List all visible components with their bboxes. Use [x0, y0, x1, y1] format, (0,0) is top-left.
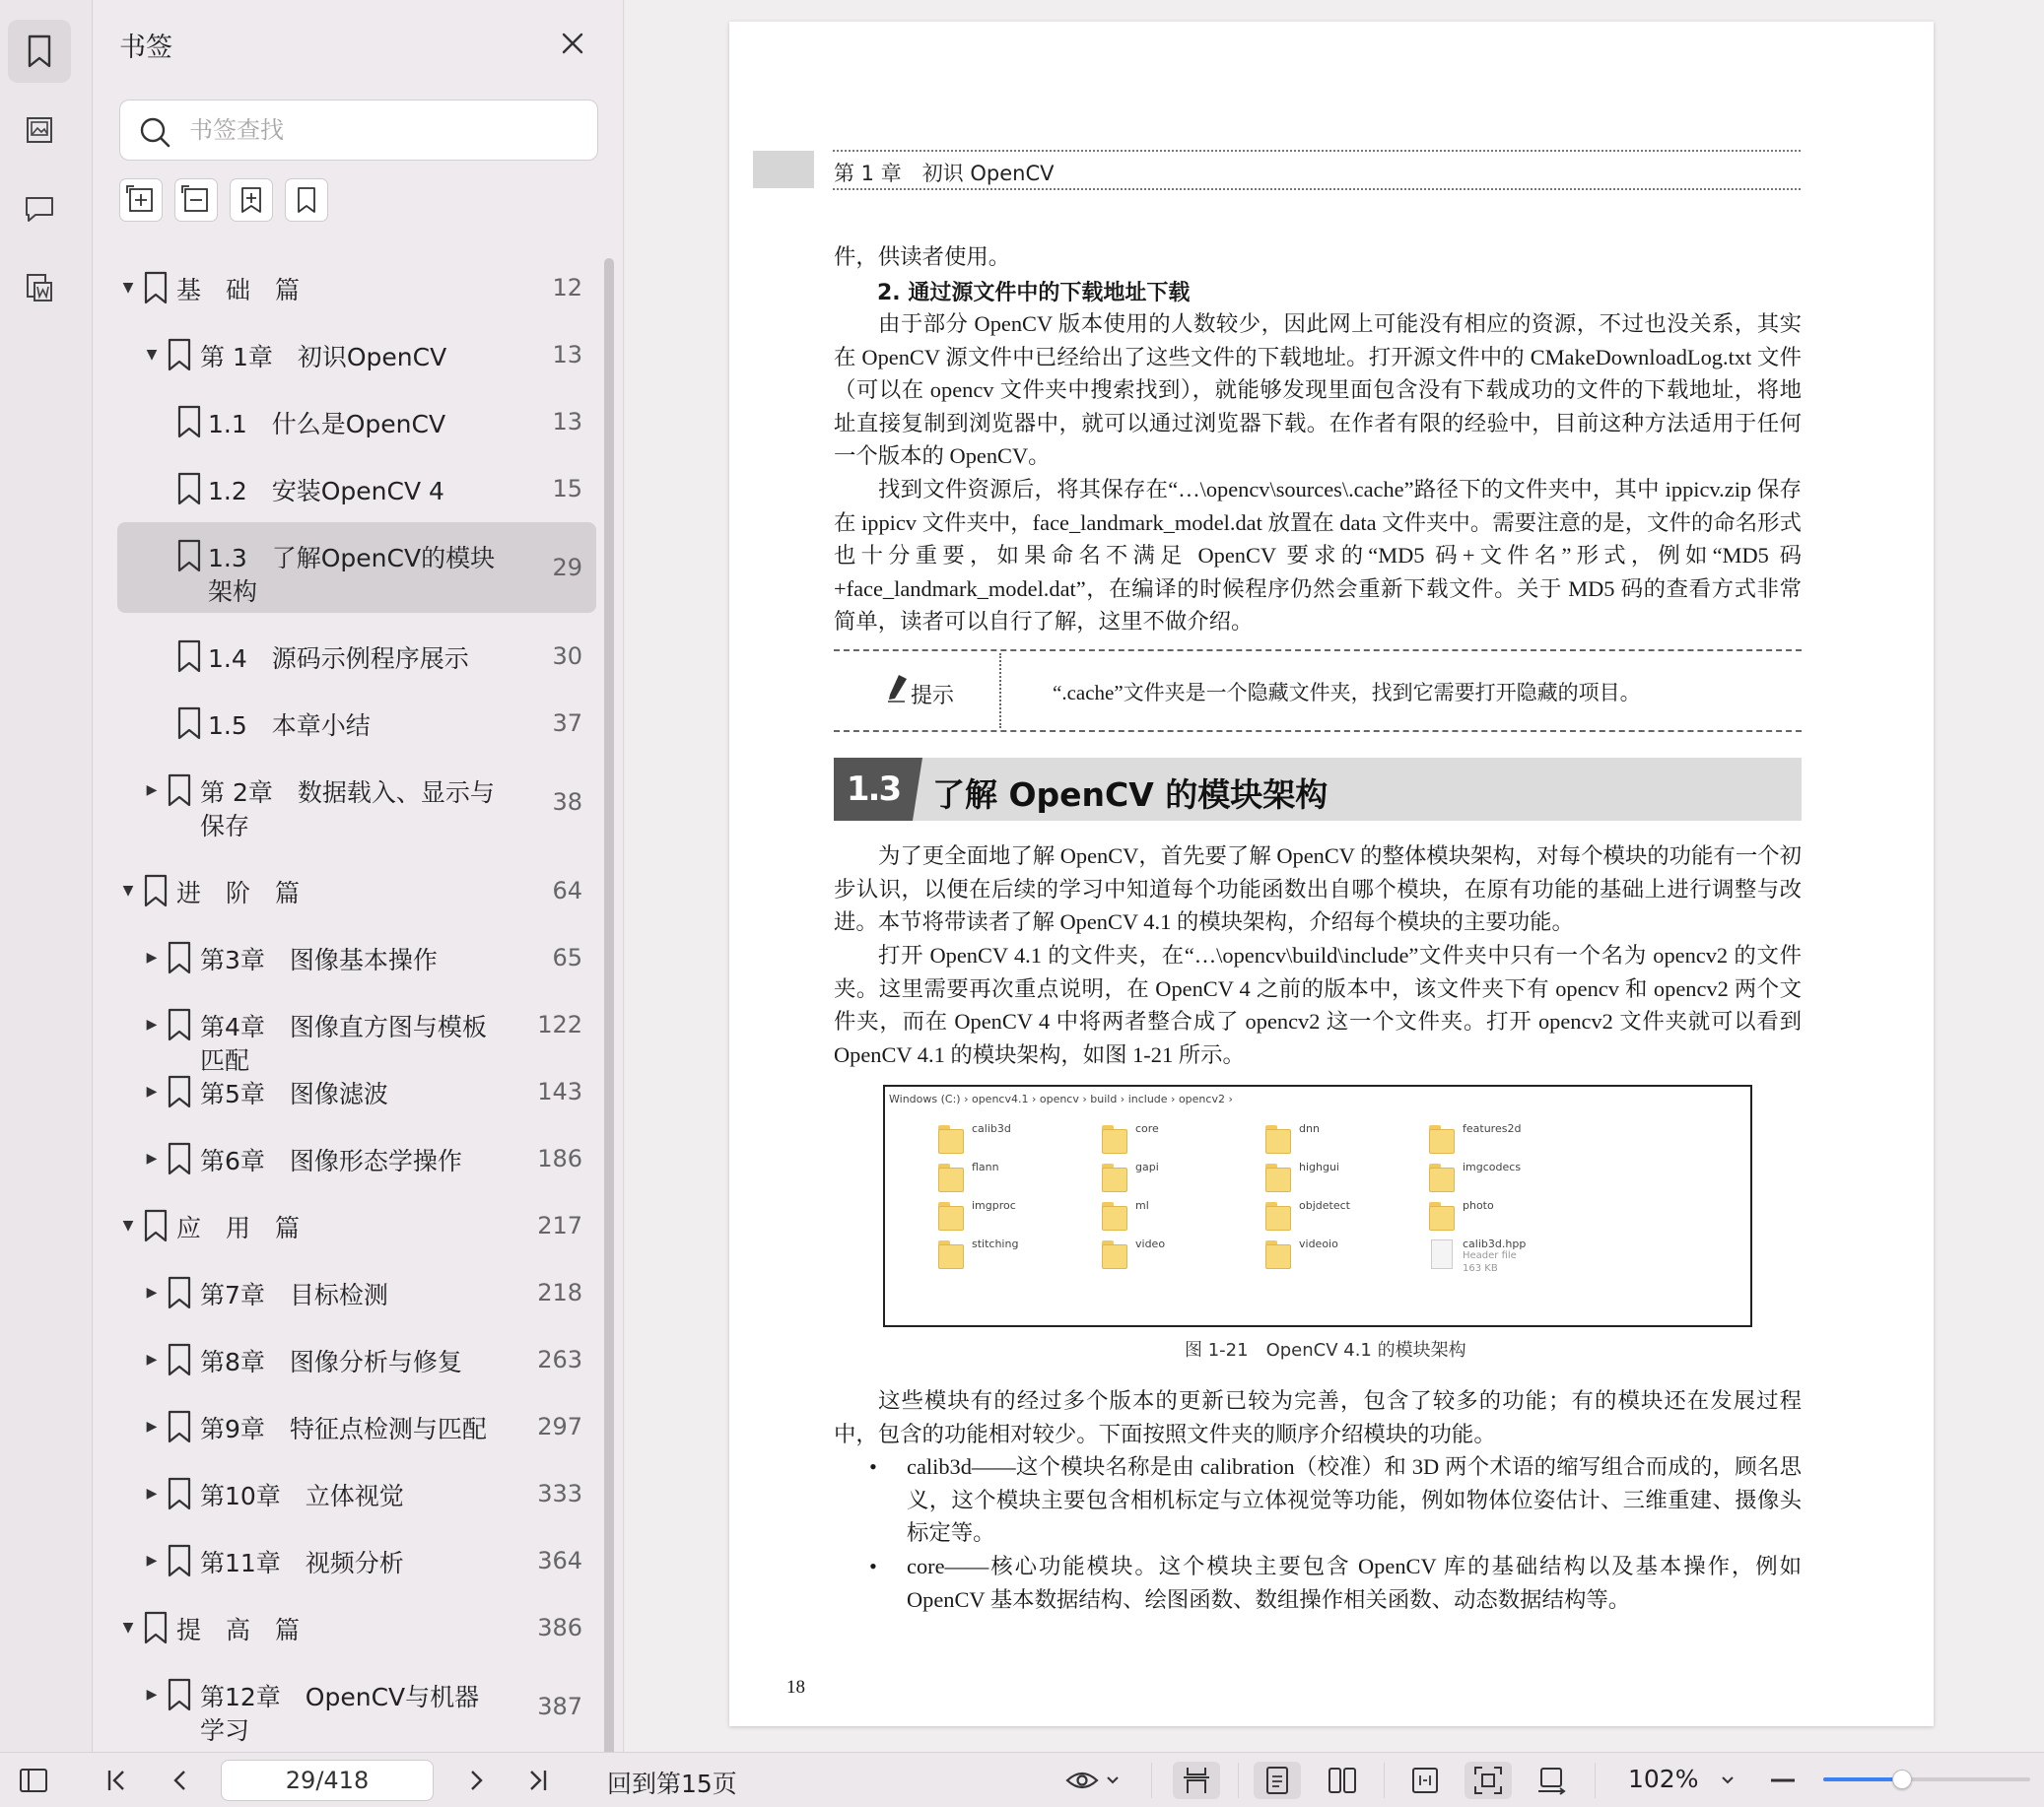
bookmark-icon: [291, 184, 322, 216]
collapse-toggle[interactable]: ▼: [122, 1218, 134, 1234]
folder-icon: [1429, 1163, 1455, 1192]
image-icon: [25, 115, 54, 145]
next-page-button[interactable]: [459, 1762, 495, 1799]
bookmark-page: 387: [537, 1693, 582, 1720]
file-name: calib3d.hpp: [1463, 1238, 1527, 1250]
bookmark-icon: [165, 1342, 194, 1377]
bookmark-label: 1.5 本章小结: [208, 711, 371, 740]
side-rail: [0, 0, 93, 1752]
bullet-dot: •: [869, 1454, 877, 1479]
chevron-down-icon: [1720, 1774, 1736, 1786]
running-header: 第 1 章 初识 OpenCV: [834, 162, 1055, 185]
bullet-item: [869, 1550, 1802, 1616]
collapse-all-button[interactable]: [174, 178, 218, 222]
bookmark-icon: [165, 772, 194, 808]
comment-icon: [24, 194, 55, 224]
collapse-all-icon: [180, 184, 212, 216]
bookmark-label: 第4章 图像直方图与模板匹配: [200, 1013, 487, 1075]
bookmark-page: 13: [552, 408, 582, 435]
bookmark-label: 第12章 OpenCV与机器学习: [200, 1683, 480, 1745]
bullet-dot: •: [869, 1554, 877, 1578]
rotate-icon: [1536, 1766, 1566, 1795]
expand-toggle[interactable]: ▶: [146, 1017, 158, 1033]
bookmark-icon: [165, 337, 194, 372]
folder-icon: [938, 1201, 964, 1231]
bookmark-icon: [141, 270, 170, 305]
search-icon: [138, 115, 171, 149]
tip-divider: [999, 653, 1001, 728]
bookmark-page: 15: [552, 475, 582, 502]
folder-icon: [1265, 1163, 1291, 1192]
collapse-toggle[interactable]: ▼: [122, 280, 134, 296]
bookmark-search-box: [119, 100, 598, 161]
bookmark-item[interactable]: [117, 1192, 596, 1259]
double-page-icon: [1328, 1766, 1357, 1795]
section-heading: [834, 758, 1802, 821]
folder-name: highgui: [1299, 1161, 1339, 1173]
bullet-text: core——核心功能模块。这个模块主要包含 OpenCV 库的基础结构以及基本操作，例如 OpenCV 基本数据结构、绘图函数、数组操作相关函数、动态数据结构等。: [907, 1554, 1802, 1612]
double-page-button[interactable]: [1319, 1762, 1366, 1799]
bookmark-label: 第11章 视频分析: [200, 1549, 404, 1577]
section-number-tail: [913, 758, 922, 821]
bookmark-item[interactable]: [117, 991, 596, 1075]
bookmark-label: 进 阶 篇: [176, 879, 301, 907]
bookmark-page: 29: [552, 554, 582, 581]
figure-breadcrumb: Windows (C:) › opencv4.1 › opencv › build › include › opencv2 ›: [889, 1093, 1233, 1105]
file-size: 163 KB: [1463, 1263, 1498, 1274]
go-back-button[interactable]: 回到第15页: [607, 1770, 737, 1798]
fit-width-icon: [1411, 1766, 1439, 1795]
bookmark-label: 应 用 篇: [176, 1214, 301, 1242]
toolbar-divider: [1151, 1763, 1152, 1798]
file-icon: [1429, 1239, 1455, 1269]
folder-name: gapi: [1135, 1161, 1159, 1173]
document-view: [625, 0, 2044, 1752]
folder-icon: [1265, 1239, 1291, 1269]
continuous-scroll-button[interactable]: [1173, 1762, 1220, 1799]
first-page-button[interactable]: [99, 1762, 134, 1799]
folder-name: objdetect: [1299, 1199, 1350, 1212]
zoom-out-button[interactable]: [1764, 1762, 1802, 1799]
header-rule: [833, 150, 1801, 152]
bookmarks-panel: [94, 0, 624, 1752]
zoom-slider[interactable]: [1823, 1777, 2030, 1781]
bookmark-label: 第9章 特征点检测与匹配: [200, 1415, 487, 1443]
zoom-dropdown[interactable]: [1715, 1762, 1740, 1799]
eye-icon: [1065, 1769, 1099, 1792]
paragraph: 由于部分 OpenCV 版本使用的人数较少，因此网上可能没有相应的资源，不过也没关系，其实在 OpenCV 源文件中已经给出了这些文件的下载地址。打开源文件中的 CMakeDownloadLog.txt 文件（可以在 opencv 文件夹中搜索找到），就能够发现里面包含没有下载成功的文件的下载地址，将地址直接复制到浏览器中，就可以通过浏览器下载。在作者有限的经验中，目前这种方法适用于任何一个版本的 OpenCV。: [834, 311, 1802, 469]
bookmark-label: 提 高 篇: [176, 1616, 301, 1644]
first-page-icon: [104, 1768, 128, 1793]
folder-icon: [938, 1124, 964, 1154]
bookmark-button[interactable]: [285, 178, 328, 222]
bookmark-label: 第6章 图像形态学操作: [200, 1147, 462, 1175]
bookmark-label: 第7章 目标检测: [200, 1281, 388, 1309]
bookmark-icon: [165, 1476, 194, 1511]
bookmark-icon: [174, 471, 204, 506]
bookmark-page: 37: [552, 709, 582, 737]
section-number: 1.3: [834, 758, 913, 821]
bookmark-item[interactable]: [117, 455, 596, 522]
paragraph: 打开 OpenCV 4.1 的文件夹，在“…\opencv\build\include”文件夹中只有一个名为 opencv2 的文件夹。这里需要再次重点说明，在 OpenCV 4 之前的版本中，该文件夹下有 opencv 和 opencv2 两个文件夹，而在 OpenCV 4 中将两者整合成了 opencv2 这一个文件夹。打开 opencv2 文件夹就可以看到 OpenCV 4.1 的模块架构，如图 1-21 所示。: [834, 943, 1802, 1067]
folder-name: video: [1135, 1238, 1166, 1250]
folder-name: imgproc: [972, 1199, 1016, 1212]
folder-icon: [1429, 1201, 1455, 1231]
page-number: 18: [786, 1677, 805, 1698]
bookmark-page: 297: [537, 1413, 582, 1440]
bookmark-label: 1.2 安装OpenCV 4: [208, 477, 444, 505]
bookmark-icon: [174, 404, 204, 439]
bookmark-item[interactable]: [117, 1393, 596, 1460]
zoom-slider-handle[interactable]: [1892, 1770, 1912, 1789]
tip-text: “.cache”文件夹是一个隐藏文件夹，找到它需要打开隐藏的项目。: [1053, 681, 1641, 704]
bookmark-icon: [174, 538, 204, 573]
section-title: 了解 OpenCV 的模块架构: [932, 775, 1329, 814]
bookmark-label: 第5章 图像滤波: [200, 1080, 388, 1108]
bookmark-label: 1.1 什么是OpenCV: [208, 410, 446, 438]
close-icon: [557, 28, 588, 59]
folder-name: flann: [972, 1161, 999, 1173]
bookmark-icon: [165, 1677, 194, 1712]
expand-toggle[interactable]: ▶: [146, 782, 158, 798]
tip-label: 提示: [911, 684, 955, 708]
bookmark-item[interactable]: [117, 924, 596, 991]
expand-toggle[interactable]: ▶: [146, 1687, 158, 1703]
single-page-icon: [1265, 1766, 1289, 1795]
bookmark-page: 218: [537, 1279, 582, 1306]
zoom-level[interactable]: 102%: [1628, 1765, 1699, 1793]
bookmark-item[interactable]: [117, 321, 596, 388]
collapse-toggle[interactable]: ▼: [146, 347, 158, 363]
bookmark-item[interactable]: [117, 1125, 596, 1192]
bookmark-label: 1.3 了解OpenCV的模块架构: [208, 544, 496, 606]
bookmark-page: 12: [552, 274, 582, 301]
bookmark-item[interactable]: [117, 1460, 596, 1527]
bookmark-page: 364: [537, 1547, 582, 1574]
previous-page-button[interactable]: [162, 1762, 197, 1799]
paragraph: 为了更全面地了解 OpenCV，首先要了解 OpenCV 的整体模块架构，对每个模块的功能有一个初步认识，以便在后续的学习中知道每个功能函数出自哪个模块，在原有功能的基础上进行调整与改进。本节将带读者了解 OpenCV 4.1 的模块架构，介绍每个模块的主要功能。: [834, 843, 1802, 935]
fit-width-button[interactable]: [1401, 1762, 1449, 1799]
bookmark-item[interactable]: [117, 757, 596, 847]
folder-icon: [1265, 1124, 1291, 1154]
bookmark-page: 333: [537, 1480, 582, 1507]
toolbar-divider: [1595, 1763, 1596, 1798]
panel-title: 书签: [119, 33, 172, 63]
paragraph: 件，供读者使用。: [834, 244, 1011, 269]
bookmark-label: 第10章 立体视觉: [200, 1482, 404, 1510]
single-page-button[interactable]: [1254, 1762, 1301, 1799]
chevron-left-icon: [170, 1768, 189, 1793]
fit-page-button[interactable]: [1465, 1762, 1512, 1799]
bookmark-item[interactable]: [117, 522, 596, 613]
bookmark-label: 1.4 源码示例程序展示: [208, 644, 469, 673]
expand-all-icon: [125, 184, 157, 216]
file-type: Header file: [1463, 1250, 1517, 1261]
folder-icon: [1102, 1201, 1127, 1231]
bookmark-label: 第 2章 数据载入、显示与保存: [200, 778, 495, 840]
bookmark-item[interactable]: [117, 254, 596, 321]
folder-icon: [1429, 1124, 1455, 1154]
bookmark-page: 13: [552, 341, 582, 368]
header-block: [753, 151, 814, 188]
bookmark-label: 第3章 图像基本操作: [200, 946, 438, 974]
bookmark-icon: [141, 1208, 170, 1243]
folder-icon: [1265, 1201, 1291, 1231]
bookmark-tree: [94, 254, 606, 1752]
toggle-sidebar-button[interactable]: [14, 1762, 53, 1799]
zoom-slider-fill: [1823, 1777, 1902, 1781]
bookmark-page: 186: [537, 1145, 582, 1172]
expand-toggle[interactable]: ▶: [146, 950, 158, 966]
expand-toggle[interactable]: ▶: [146, 1419, 158, 1435]
minus-icon: [1770, 1777, 1796, 1783]
bookmark-label: 第8章 图像分析与修复: [200, 1348, 462, 1376]
figure-caption: 图 1-21 OpenCV 4.1 的模块架构: [1185, 1340, 1466, 1361]
toolbar-divider: [1238, 1763, 1239, 1798]
bookmark-page: 64: [552, 877, 582, 904]
subheading: 2. 通过源文件中的下载地址下载: [877, 281, 1191, 305]
bookmark-icon: [25, 33, 54, 69]
bookmark-scrollbar[interactable]: [604, 258, 614, 1766]
pdf-page: [729, 22, 1934, 1726]
paragraph: 找到文件资源后，将其保存在“…\opencv\sources\.cache”路径下的文件夹中，其中 ippicv.zip 保存在 ippicv 文件夹中，face_landmark_model.dat 放置在 data 文件夹中。需要注意的是，文件的命名形式也十分重要，如果命名不满足 OpenCV 要求的“MD5 码+文件名”形式，例如“MD5 码+face_landmark_model.dat”，在编译的时候程序仍然会重新下载文件。关于 MD5 码的查看方式非常简单，读者可以自行了解，这里不做介绍。: [834, 477, 1802, 635]
chevron-right-icon: [467, 1768, 487, 1793]
last-page-icon: [526, 1768, 550, 1793]
bookmark-item[interactable]: [117, 388, 596, 455]
folder-icon: [1102, 1163, 1127, 1192]
folder-name: dnn: [1299, 1122, 1320, 1135]
add-bookmark-button[interactable]: [230, 178, 273, 222]
figure-explorer-screenshot: [883, 1085, 1752, 1327]
folder-icon: [938, 1163, 964, 1192]
folder-name: imgcodecs: [1463, 1161, 1522, 1173]
bookmark-page: 65: [552, 944, 582, 971]
eye-protection-menu[interactable]: [1062, 1762, 1124, 1799]
tip-box: [834, 649, 1802, 732]
extract-panel-button[interactable]: [8, 256, 71, 319]
pen-icon: [885, 673, 909, 703]
bookmark-panel-button[interactable]: [8, 20, 71, 83]
bookmark-icon: [174, 705, 204, 741]
bookmark-label: 基 础 篇: [176, 276, 301, 304]
expand-toggle[interactable]: ▶: [146, 1151, 158, 1167]
collapse-toggle[interactable]: ▼: [122, 1620, 134, 1636]
close-panel-button[interactable]: [557, 28, 588, 59]
expand-toggle[interactable]: ▶: [146, 1486, 158, 1502]
last-page-button[interactable]: [520, 1762, 556, 1799]
expand-toggle[interactable]: ▶: [146, 1285, 158, 1301]
bookmark-page: 30: [552, 642, 582, 670]
bookmark-icon: [165, 1074, 194, 1109]
bullet-item: [869, 1450, 1802, 1550]
bookmark-page: 38: [552, 788, 582, 816]
folder-name: videoio: [1299, 1238, 1338, 1250]
bookmark-item[interactable]: [117, 1527, 596, 1594]
bottom-toolbar: [0, 1752, 2044, 1807]
bookmark-item[interactable]: [117, 857, 596, 924]
bookmark-item[interactable]: [117, 623, 596, 690]
folder-name: ml: [1135, 1199, 1149, 1212]
collapse-toggle[interactable]: ▼: [122, 883, 134, 899]
bookmark-icon: [165, 940, 194, 975]
folder-icon: [938, 1239, 964, 1269]
expand-toggle[interactable]: ▶: [146, 1352, 158, 1368]
bookmark-page: 143: [537, 1078, 582, 1105]
bookmark-icon: [141, 1610, 170, 1645]
bookmark-icon: [165, 1543, 194, 1578]
fit-page-icon: [1473, 1766, 1503, 1795]
chevron-down-icon: [1105, 1774, 1121, 1786]
paragraph: 这些模块有的经过多个版本的更新已较为完善，包含了较多的功能；有的模块还在发展过程中，包含的功能相对较少。下面按照文件夹的顺序介绍模块的功能。: [834, 1388, 1802, 1446]
bookmark-item[interactable]: [117, 1594, 596, 1661]
bookmark-page: 122: [537, 1011, 582, 1038]
bookmark-item[interactable]: [117, 1058, 596, 1125]
expand-toggle[interactable]: ▶: [146, 1553, 158, 1569]
comment-panel-button[interactable]: [8, 177, 71, 240]
folder-name: core: [1135, 1122, 1159, 1135]
thumbnail-panel-button[interactable]: [8, 99, 71, 162]
bookmark-icon: [165, 1007, 194, 1042]
document-word-icon: [24, 272, 55, 303]
folder-name: calib3d: [972, 1122, 1011, 1135]
bookmark-page: 263: [537, 1346, 582, 1373]
bookmark-icon: [165, 1275, 194, 1310]
bookmark-icon: [141, 873, 170, 908]
header-rule: [833, 188, 1801, 190]
folder-icon: [1102, 1124, 1127, 1154]
add-bookmark-icon: [236, 184, 267, 216]
folder-name: stitching: [972, 1238, 1019, 1250]
bookmark-item[interactable]: [117, 690, 596, 757]
bookmark-item[interactable]: [117, 1259, 596, 1326]
bookmark-icon: [165, 1409, 194, 1444]
page-number-input[interactable]: [221, 1760, 434, 1801]
bookmark-page: 386: [537, 1614, 582, 1641]
toolbar-divider: [1384, 1763, 1385, 1798]
folder-name: photo: [1463, 1199, 1494, 1212]
bookmark-item[interactable]: [117, 1661, 596, 1752]
bookmark-page: 217: [537, 1212, 582, 1239]
bookmark-search-input[interactable]: [189, 112, 583, 148]
sidebar-icon: [19, 1768, 48, 1793]
expand-toggle[interactable]: ▶: [146, 1084, 158, 1100]
bookmark-icon: [165, 1141, 194, 1176]
continuous-page-icon: [1183, 1766, 1210, 1795]
bookmark-label: 第 1章 初识OpenCV: [200, 343, 447, 371]
folder-icon: [1102, 1239, 1127, 1269]
bookmark-icon: [174, 638, 204, 674]
bullet-text: calib3d——这个模块名称是由 calibration（校准）和 3D 两个术语的缩写组合而成的，顾名思义，这个模块主要包含相机标定与立体视觉等功能，例如物体位姿估计、三维重建、摄像头标定等。: [907, 1454, 1802, 1546]
expand-all-button[interactable]: [119, 178, 163, 222]
folder-name: features2d: [1463, 1122, 1522, 1135]
bookmark-item[interactable]: [117, 1326, 596, 1393]
rotate-page-button[interactable]: [1528, 1762, 1575, 1799]
